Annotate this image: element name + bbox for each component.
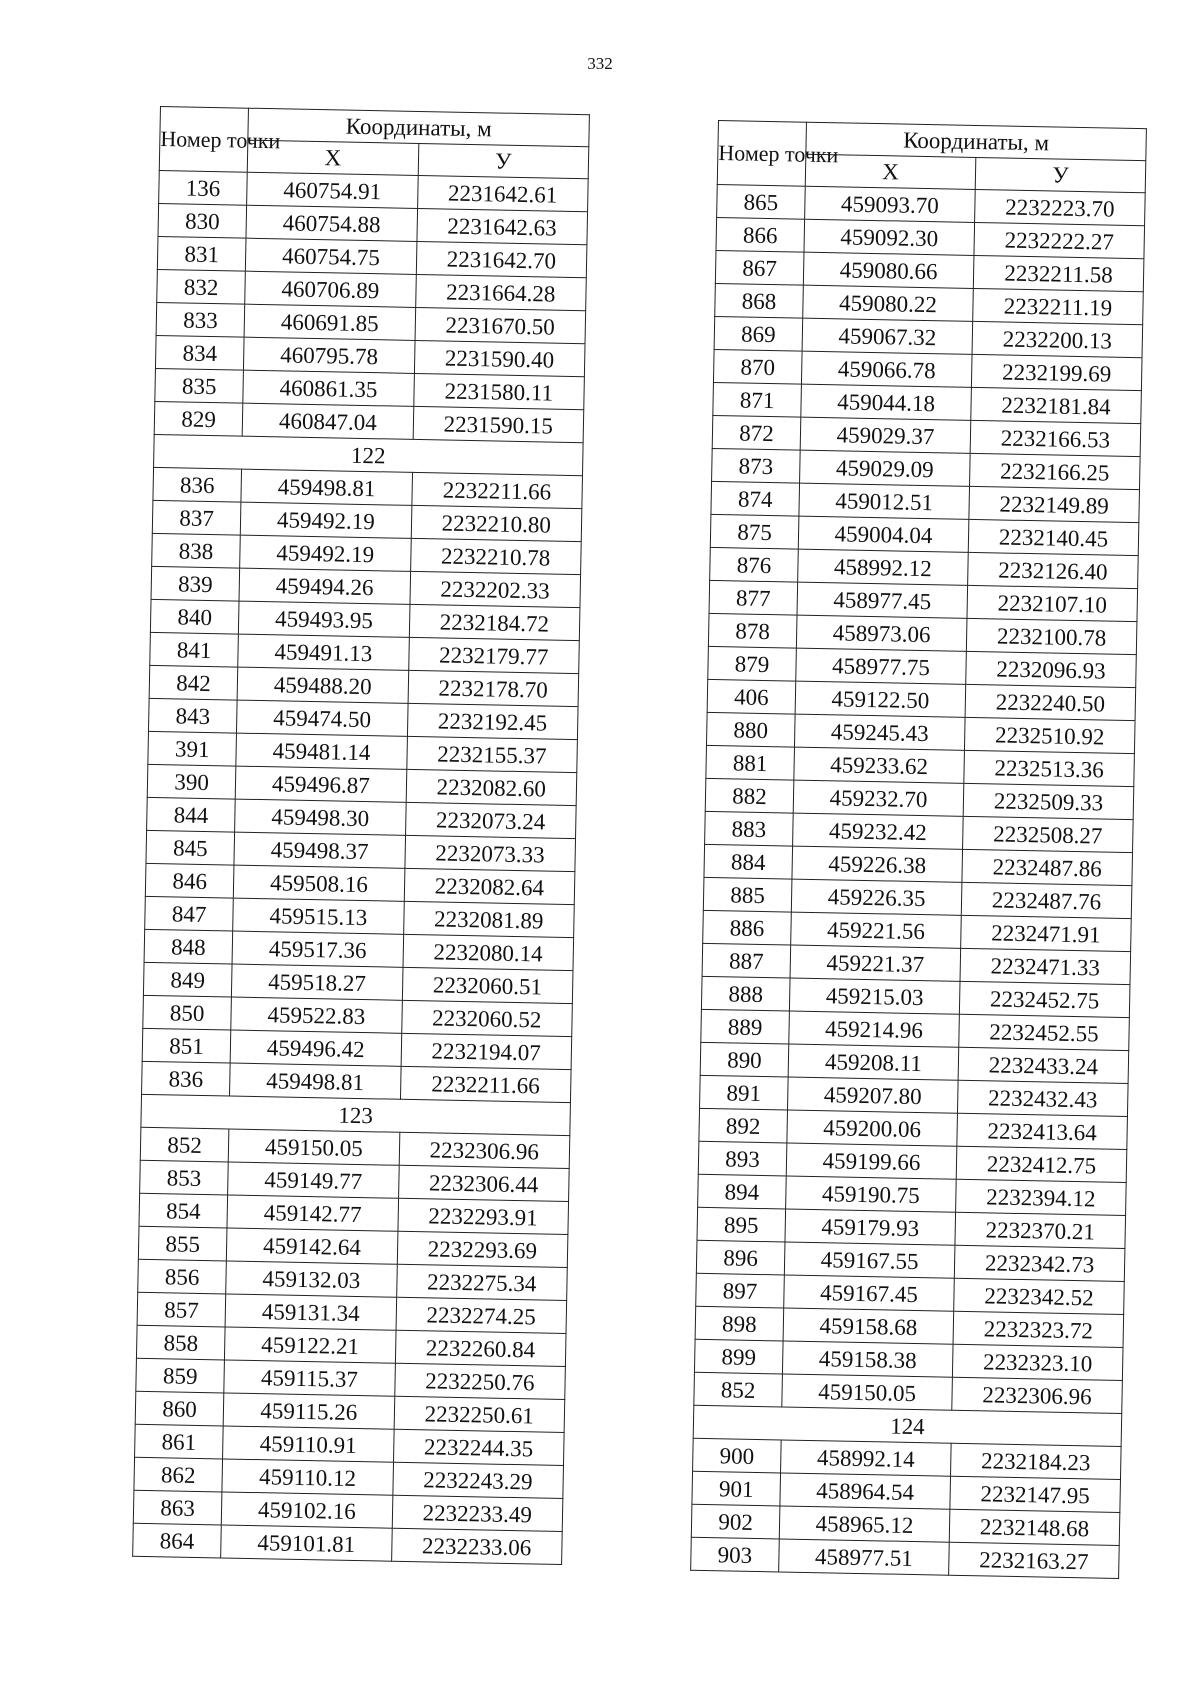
point-number-cell: 837 — [152, 500, 241, 535]
y-coordinate-cell: 2232073.33 — [404, 835, 575, 871]
section-number: 124 — [693, 1405, 1122, 1446]
x-coordinate-cell: 459101.81 — [221, 1525, 392, 1561]
y-coordinate-cell: 2232147.95 — [950, 1476, 1121, 1512]
y-coordinate-cell: 2232323.72 — [953, 1311, 1124, 1347]
point-number-cell: 847 — [145, 896, 234, 931]
x-coordinate-cell: 460847.04 — [242, 403, 413, 439]
point-number-cell: 887 — [702, 943, 791, 978]
y-coordinate-cell: 2232100.78 — [966, 618, 1137, 654]
y-coordinate-cell: 2232060.51 — [402, 967, 573, 1003]
x-coordinate-cell: 459245.43 — [794, 714, 965, 750]
x-coordinate-cell: 458977.75 — [796, 648, 967, 684]
y-coordinate-cell: 2232211.66 — [411, 472, 582, 508]
coordinates-table-right — [690, 120, 1147, 1579]
x-coordinate-cell: 460795.78 — [244, 337, 415, 373]
y-coordinate-cell: 2232233.06 — [391, 1528, 562, 1564]
y-coordinate-cell: 2232244.35 — [393, 1429, 564, 1465]
point-number-cell: 840 — [150, 599, 239, 634]
point-number-cell: 866 — [716, 217, 805, 252]
x-coordinate-cell: 458973.06 — [796, 615, 967, 651]
point-number-cell: 873 — [712, 448, 801, 483]
x-coordinate-cell: 459492.19 — [240, 535, 411, 571]
point-number-cell: 882 — [705, 778, 794, 813]
point-number-cell: 854 — [139, 1193, 228, 1228]
y-coordinate-cell: 2232211.58 — [973, 255, 1144, 291]
x-coordinate-cell: 459080.66 — [803, 252, 974, 288]
y-coordinate-cell: 2232412.75 — [956, 1146, 1127, 1182]
y-coordinate-cell: 2232487.76 — [961, 882, 1132, 918]
point-number-cell: 850 — [143, 995, 232, 1030]
point-number-cell: 853 — [140, 1160, 229, 1195]
point-number-cell: 842 — [149, 665, 238, 700]
x-coordinate-cell: 459066.78 — [801, 351, 972, 387]
x-coordinate-cell: 458965.12 — [779, 1506, 950, 1542]
point-number-cell: 838 — [152, 533, 241, 568]
point-number-cell: 880 — [706, 712, 795, 747]
y-coordinate-cell: 2232082.64 — [404, 868, 575, 904]
y-coordinate-cell: 2231590.40 — [414, 340, 585, 376]
y-coordinate-cell: 2232275.34 — [396, 1264, 567, 1300]
table-header — [717, 121, 1146, 193]
y-coordinate-cell: 2232199.69 — [971, 354, 1142, 390]
table-row — [133, 1523, 563, 1564]
point-number-cell: 863 — [133, 1490, 222, 1525]
x-coordinate-cell: 459232.42 — [793, 813, 964, 849]
y-coordinate-cell: 2232274.25 — [396, 1297, 567, 1333]
y-coordinate-cell: 2232096.93 — [966, 651, 1137, 687]
point-number-cell: 390 — [147, 764, 236, 799]
y-coordinate-cell: 2232433.24 — [958, 1047, 1129, 1083]
page-number: 332 — [587, 54, 613, 73]
x-coordinate-cell: 459179.93 — [785, 1209, 956, 1245]
y-column-header: У — [975, 157, 1146, 192]
y-column-header: У — [418, 143, 589, 178]
point-number-cell: 885 — [703, 877, 792, 912]
x-coordinate-cell: 459122.21 — [225, 1327, 396, 1363]
point-number-cell: 888 — [701, 976, 790, 1011]
x-coordinate-cell: 459488.20 — [237, 667, 408, 703]
y-coordinate-cell: 2232250.76 — [394, 1363, 565, 1399]
point-number-cell: 859 — [136, 1358, 225, 1393]
table-header — [159, 107, 589, 179]
point-number-cell: 852 — [140, 1127, 229, 1162]
point-number-cell: 831 — [157, 236, 246, 271]
x-coordinate-cell: 459498.30 — [235, 799, 406, 835]
point-number-cell: 832 — [157, 269, 246, 304]
x-coordinate-cell: 459142.77 — [227, 1195, 398, 1231]
point-number-cell: 889 — [701, 1009, 790, 1044]
point-number-cell: 900 — [693, 1438, 782, 1473]
y-coordinate-cell: 2232510.92 — [964, 717, 1135, 753]
y-coordinate-cell: 2232107.10 — [967, 585, 1138, 621]
y-coordinate-cell: 2232370.21 — [955, 1212, 1126, 1248]
y-coordinate-cell: 2232060.52 — [401, 1000, 572, 1036]
x-coordinate-cell: 459214.96 — [789, 1011, 960, 1047]
y-coordinate-cell: 2232306.96 — [952, 1377, 1123, 1413]
point-number-cell: 848 — [144, 929, 233, 964]
x-coordinate-cell: 459233.62 — [794, 747, 965, 783]
y-coordinate-cell: 2232194.07 — [401, 1033, 572, 1069]
y-coordinate-cell: 2232342.73 — [954, 1245, 1125, 1281]
y-coordinate-cell: 2232149.89 — [969, 486, 1140, 522]
x-column-header: Х — [247, 140, 418, 175]
table-body-left — [133, 170, 589, 1564]
y-coordinate-cell: 2232166.53 — [970, 420, 1141, 456]
x-coordinate-cell: 458992.12 — [798, 549, 969, 585]
point-number-cell: 841 — [150, 632, 239, 667]
point-number-cell: 895 — [697, 1207, 786, 1242]
y-coordinate-cell: 2232222.27 — [974, 222, 1145, 258]
x-coordinate-cell: 459004.04 — [798, 516, 969, 552]
table-row — [691, 1537, 1120, 1578]
point-number-cell: 843 — [148, 698, 237, 733]
point-number-header: Номер точки — [159, 107, 248, 173]
x-coordinate-cell: 460754.91 — [247, 172, 418, 208]
section-number: 123 — [141, 1094, 571, 1135]
point-number-cell: 891 — [700, 1075, 789, 1110]
y-coordinate-cell: 2231664.28 — [415, 274, 586, 310]
y-coordinate-cell: 2232250.61 — [394, 1396, 565, 1432]
y-coordinate-cell: 2232471.91 — [961, 915, 1132, 951]
point-number-header: Номер точки — [717, 121, 806, 187]
point-number-cell: 872 — [712, 415, 801, 450]
point-number-cell: 829 — [154, 401, 243, 436]
y-coordinate-cell: 2232211.66 — [400, 1066, 571, 1102]
point-number-cell: 833 — [156, 302, 245, 337]
y-coordinate-cell: 2232126.40 — [968, 552, 1139, 588]
y-coordinate-cell: 2232148.68 — [949, 1509, 1120, 1545]
x-coordinate-cell: 459492.19 — [240, 502, 411, 538]
x-coordinate-cell: 460754.75 — [246, 238, 417, 274]
y-coordinate-cell: 2232163.27 — [949, 1542, 1120, 1578]
x-coordinate-cell: 459215.03 — [789, 978, 960, 1014]
point-number-cell: 898 — [695, 1306, 784, 1341]
y-coordinate-cell: 2232211.19 — [973, 288, 1144, 324]
x-coordinate-cell: 459515.13 — [233, 898, 404, 934]
y-coordinate-cell: 2232509.33 — [963, 783, 1134, 819]
point-number-cell: 894 — [698, 1174, 787, 1209]
x-coordinate-cell: 459221.37 — [790, 945, 961, 981]
x-coordinate-cell: 459226.38 — [792, 846, 963, 882]
point-number-cell: 871 — [713, 382, 802, 417]
x-coordinate-cell: 459226.35 — [791, 879, 962, 915]
y-coordinate-cell: 2232202.33 — [410, 571, 581, 607]
x-coordinate-cell: 459150.05 — [782, 1374, 953, 1410]
x-coordinate-cell: 458977.51 — [779, 1539, 950, 1575]
point-number-cell: 839 — [151, 566, 240, 601]
y-coordinate-cell: 2232452.75 — [959, 981, 1130, 1017]
x-coordinate-cell: 459131.34 — [225, 1294, 396, 1330]
x-coordinate-cell: 459518.27 — [232, 964, 403, 1000]
y-coordinate-cell: 2232082.60 — [406, 769, 577, 805]
y-coordinate-cell: 2231670.50 — [415, 307, 586, 343]
y-coordinate-cell: 2232181.84 — [971, 387, 1142, 423]
point-number-cell: 896 — [696, 1240, 785, 1275]
y-coordinate-cell: 2232073.24 — [405, 802, 576, 838]
x-coordinate-cell: 459029.09 — [800, 450, 971, 486]
point-number-cell: 902 — [691, 1504, 780, 1539]
x-coordinate-cell: 459498.37 — [234, 832, 405, 868]
y-coordinate-cell: 2232192.45 — [407, 703, 578, 739]
y-coordinate-cell: 2232210.80 — [411, 505, 582, 541]
point-number-cell: 391 — [148, 731, 237, 766]
x-coordinate-cell: 459067.32 — [802, 318, 973, 354]
point-number-cell: 136 — [159, 170, 248, 205]
point-number-cell: 836 — [142, 1061, 231, 1096]
y-coordinate-cell: 2232080.14 — [403, 934, 574, 970]
x-column-header: Х — [805, 154, 976, 189]
x-coordinate-cell: 460861.35 — [243, 370, 414, 406]
point-number-cell: 406 — [707, 679, 796, 714]
y-coordinate-cell: 2232184.72 — [409, 604, 580, 640]
point-number-cell: 830 — [158, 203, 247, 238]
point-number-cell: 869 — [714, 316, 803, 351]
point-number-cell: 877 — [709, 580, 798, 615]
y-coordinate-cell: 2232233.49 — [392, 1495, 563, 1531]
y-coordinate-cell: 2232487.86 — [962, 849, 1133, 885]
y-coordinate-cell: 2232140.45 — [968, 519, 1139, 555]
x-coordinate-cell: 459498.81 — [230, 1063, 401, 1099]
x-coordinate-cell: 459102.16 — [221, 1492, 392, 1528]
x-coordinate-cell: 459132.03 — [226, 1261, 397, 1297]
point-number-cell: 878 — [708, 613, 797, 648]
point-number-cell: 881 — [706, 745, 795, 780]
x-coordinate-cell: 459491.13 — [238, 634, 409, 670]
x-coordinate-cell: 459012.51 — [799, 483, 970, 519]
point-number-cell: 879 — [708, 646, 797, 681]
x-coordinate-cell: 459481.14 — [236, 733, 407, 769]
x-coordinate-cell: 459092.30 — [804, 219, 975, 255]
x-coordinate-cell: 459158.38 — [782, 1341, 953, 1377]
point-number-cell: 851 — [142, 1028, 231, 1063]
y-coordinate-cell: 2232200.13 — [972, 321, 1143, 357]
y-coordinate-cell: 2232223.70 — [975, 189, 1146, 225]
point-number-cell: 858 — [136, 1325, 225, 1360]
point-number-cell: 876 — [710, 547, 799, 582]
x-coordinate-cell: 459080.22 — [803, 285, 974, 321]
y-coordinate-cell: 2232452.55 — [959, 1014, 1130, 1050]
x-coordinate-cell: 459110.12 — [222, 1459, 393, 1495]
point-number-cell: 867 — [715, 250, 804, 285]
point-number-cell: 886 — [703, 910, 792, 945]
x-coordinate-cell: 459494.26 — [239, 568, 410, 604]
x-coordinate-cell: 460691.85 — [244, 304, 415, 340]
x-coordinate-cell: 459142.64 — [227, 1228, 398, 1264]
x-coordinate-cell: 459522.83 — [231, 997, 402, 1033]
y-coordinate-cell: 2232184.23 — [951, 1443, 1122, 1479]
point-number-cell: 864 — [133, 1523, 222, 1558]
point-number-cell: 834 — [155, 335, 244, 370]
x-coordinate-cell: 459200.06 — [787, 1110, 958, 1146]
point-number-cell: 897 — [696, 1273, 785, 1308]
y-coordinate-cell: 2231642.61 — [417, 175, 588, 211]
y-coordinate-cell: 2231642.70 — [416, 241, 587, 277]
x-coordinate-cell: 458977.45 — [797, 582, 968, 618]
point-number-cell: 884 — [704, 844, 793, 879]
point-number-cell: 844 — [147, 797, 236, 832]
y-coordinate-cell: 2232394.12 — [956, 1179, 1127, 1215]
coordinates-table-left — [132, 106, 590, 1565]
point-number-cell: 857 — [137, 1292, 226, 1327]
point-number-cell: 861 — [135, 1424, 224, 1459]
x-coordinate-cell: 459029.37 — [800, 417, 971, 453]
x-coordinate-cell: 459517.36 — [232, 931, 403, 967]
point-number-cell: 846 — [145, 863, 234, 898]
y-coordinate-cell: 2232260.84 — [395, 1330, 566, 1366]
point-number-cell: 874 — [711, 481, 800, 516]
x-coordinate-cell: 460754.88 — [246, 205, 417, 241]
y-coordinate-cell: 2231642.63 — [417, 208, 588, 244]
point-number-cell: 849 — [143, 962, 232, 997]
x-coordinate-cell: 459508.16 — [233, 865, 404, 901]
x-coordinate-cell: 459115.37 — [224, 1360, 395, 1396]
x-coordinate-cell: 459044.18 — [801, 384, 972, 420]
point-number-cell: 836 — [153, 467, 242, 502]
point-number-cell: 870 — [713, 349, 802, 384]
x-coordinate-cell: 459496.87 — [235, 766, 406, 802]
point-number-cell: 855 — [138, 1226, 227, 1261]
point-number-cell: 890 — [700, 1042, 789, 1077]
x-coordinate-cell: 459232.70 — [793, 780, 964, 816]
point-number-cell: 883 — [705, 811, 794, 846]
y-coordinate-cell: 2232508.27 — [963, 816, 1134, 852]
x-coordinate-cell: 459474.50 — [237, 700, 408, 736]
x-coordinate-cell: 459221.56 — [791, 912, 962, 948]
x-coordinate-cell: 459190.75 — [786, 1176, 957, 1212]
x-coordinate-cell: 460706.89 — [245, 271, 416, 307]
point-number-cell: 875 — [710, 514, 799, 549]
point-number-cell: 845 — [146, 830, 235, 865]
x-coordinate-cell: 459122.50 — [795, 681, 966, 717]
x-coordinate-cell: 459498.81 — [241, 469, 412, 505]
coordinates-header: Координаты, м — [248, 108, 589, 147]
x-coordinate-cell: 458964.54 — [780, 1473, 951, 1509]
x-coordinate-cell: 459493.95 — [239, 601, 410, 637]
point-number-cell: 865 — [717, 184, 806, 219]
x-coordinate-cell: 459167.45 — [784, 1275, 955, 1311]
y-coordinate-cell: 2232513.36 — [964, 750, 1135, 786]
y-coordinate-cell: 2231590.15 — [413, 406, 584, 442]
y-coordinate-cell: 2232178.70 — [408, 670, 579, 706]
y-coordinate-cell: 2232293.91 — [398, 1198, 569, 1234]
x-coordinate-cell: 459207.80 — [788, 1077, 959, 1113]
point-number-cell: 868 — [715, 283, 804, 318]
x-coordinate-cell: 459158.68 — [783, 1308, 954, 1344]
y-coordinate-cell: 2232323.10 — [952, 1344, 1123, 1380]
section-number: 122 — [154, 434, 584, 475]
x-coordinate-cell: 459149.77 — [228, 1162, 399, 1198]
y-coordinate-cell: 2232081.89 — [403, 901, 574, 937]
x-coordinate-cell: 459093.70 — [805, 186, 976, 222]
table-body-right — [691, 184, 1146, 1578]
x-coordinate-cell: 459167.55 — [784, 1242, 955, 1278]
point-number-cell: 835 — [155, 368, 244, 403]
y-coordinate-cell: 2232471.33 — [960, 948, 1131, 984]
point-number-cell: 892 — [699, 1108, 788, 1143]
y-coordinate-cell: 2232413.64 — [957, 1113, 1128, 1149]
y-coordinate-cell: 2232293.69 — [397, 1231, 568, 1267]
y-coordinate-cell: 2232306.44 — [398, 1165, 569, 1201]
y-coordinate-cell: 2231580.11 — [413, 373, 584, 409]
y-coordinate-cell: 2232342.52 — [954, 1278, 1125, 1314]
x-coordinate-cell: 459110.91 — [223, 1426, 394, 1462]
point-number-cell: 903 — [691, 1537, 780, 1572]
x-coordinate-cell: 459150.05 — [228, 1129, 399, 1165]
y-coordinate-cell: 2232179.77 — [408, 637, 579, 673]
point-number-cell: 899 — [694, 1339, 783, 1374]
y-coordinate-cell: 2232306.96 — [399, 1132, 570, 1168]
point-number-cell: 860 — [135, 1391, 224, 1426]
point-number-cell: 856 — [138, 1259, 227, 1294]
x-coordinate-cell: 459208.11 — [788, 1044, 959, 1080]
point-number-cell: 852 — [694, 1372, 783, 1407]
y-coordinate-cell: 2232166.25 — [970, 453, 1141, 489]
x-coordinate-cell: 458992.14 — [781, 1440, 952, 1476]
y-coordinate-cell: 2232210.78 — [410, 538, 581, 574]
y-coordinate-cell: 2232243.29 — [392, 1462, 563, 1498]
point-number-cell: 901 — [692, 1471, 781, 1506]
coordinates-header: Координаты, м — [806, 122, 1147, 161]
y-coordinate-cell: 2232432.43 — [957, 1080, 1128, 1116]
y-coordinate-cell: 2232155.37 — [406, 736, 577, 772]
x-coordinate-cell: 459199.66 — [786, 1143, 957, 1179]
x-coordinate-cell: 459115.26 — [223, 1393, 394, 1429]
x-coordinate-cell: 459496.42 — [230, 1030, 401, 1066]
point-number-cell: 893 — [698, 1141, 787, 1176]
point-number-cell: 862 — [134, 1457, 223, 1492]
y-coordinate-cell: 2232240.50 — [965, 684, 1136, 720]
